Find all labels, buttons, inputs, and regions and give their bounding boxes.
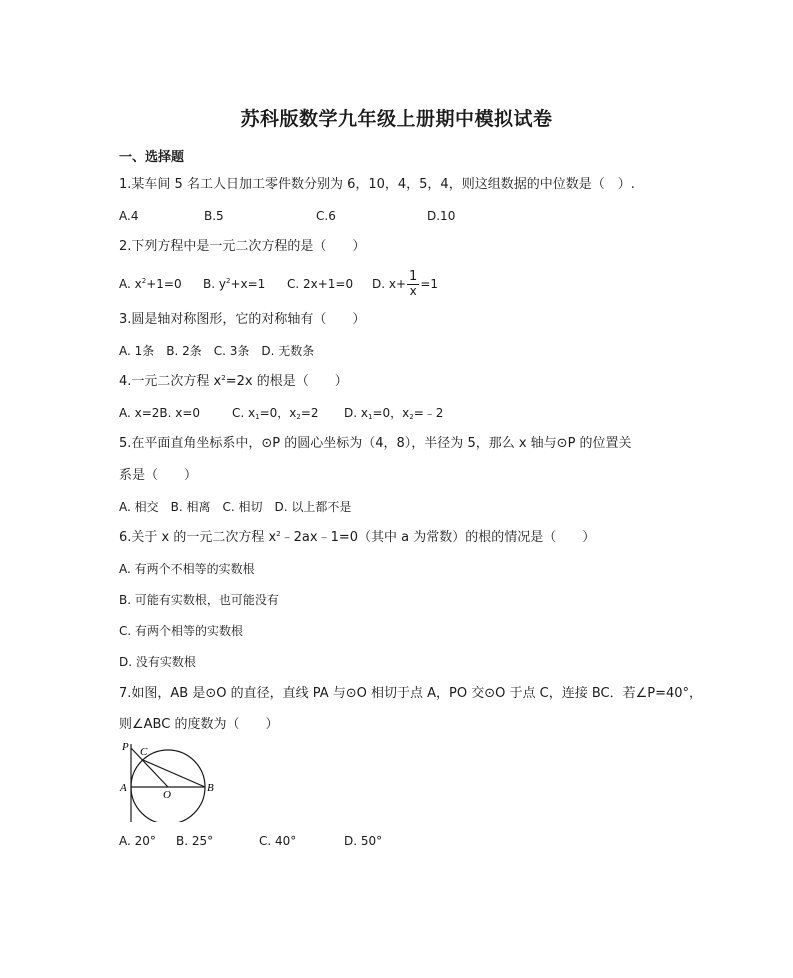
section-heading: 一、选择题	[119, 150, 185, 165]
question-4-stem: 4.一元二次方程 $x^2=2x$ 的根是（ ）	[119, 374, 348, 389]
question-6-option-d: D. 没有实数根	[119, 655, 196, 669]
question-7-stem-line-2: 则∠ABC 的度数为（ ）	[119, 717, 279, 732]
question-6-stem: 6.关于 x 的一元二次方程 $x^2﹣2ax﹣1=0$（其中 a 为常数）的根的情况是（ ）	[119, 530, 596, 545]
segment-cb	[143, 760, 205, 787]
question-4-option-d: D. $x_1=0$，$x_2=﹣2$	[344, 406, 444, 421]
question-2-option-c: C. 2x+1=0	[287, 277, 354, 291]
label-c: C	[140, 746, 148, 758]
circle-tangent-figure	[116, 740, 216, 822]
question-3-options: A. 1条 B. 2条 C. 3条 D. 无数条	[119, 344, 315, 358]
question-1-option-b: B.5	[204, 209, 224, 223]
question-7-stem-line-1: 7.如图，AB 是⊙O 的直径，直线 PA 与⊙O 相切于点 A，PO 交⊙O 于点 C，连接 BC．若∠P=40°，	[119, 686, 703, 701]
question-5-options: A. 相交 B. 相离 C. 相切 D. 以上都不是	[119, 500, 352, 514]
question-7-option-a: A. 20°	[119, 834, 156, 848]
label-o: O	[163, 789, 171, 801]
page-title: 苏科版数学九年级上册期中模拟试卷	[240, 108, 553, 130]
question-7-option-b: B. 25°	[176, 834, 214, 848]
question-3-stem: 3.圆是轴对称图形，它的对称轴有（ ）	[119, 312, 366, 327]
question-4-option-c: C. $x_1=0$，$x_2=2$	[232, 406, 319, 421]
label-a: A	[120, 782, 127, 794]
question-6-option-b: B. 可能有实数根，也可能没有	[119, 593, 279, 607]
question-2-option-a: A. $x^2+1=0$	[119, 277, 182, 291]
question-1-option-d: D.10	[427, 209, 456, 223]
label-p: P	[122, 741, 129, 753]
question-7-option-d: D. 50°	[344, 834, 383, 848]
question-2-stem: 2.下列方程中是一元二次方程的是（ ）	[119, 239, 366, 254]
question-1-stem: 1.某车间 5 名工人日加工零件数分别为 6，10，4，5，4，则这组数据的中位数是（ ）.	[119, 177, 635, 192]
question-4-option-ab: A. x=2B. x=0	[119, 406, 201, 420]
fraction-one-over-x: $\frac{1}{x}$	[409, 268, 418, 298]
question-6-option-a: A. 有两个不相等的实数根	[119, 562, 255, 576]
question-2-option-d: D. x+ $\frac{1}{x}$ =1	[372, 268, 439, 298]
question-5-stem-line-1: 5.在平面直角坐标系中，⊙P 的圆心坐标为（4，8），半径为 5，那么 x 轴与⊙P 的位置关	[119, 436, 632, 451]
question-1-option-c: C.6	[316, 209, 336, 223]
circle-o	[131, 750, 205, 822]
question-1-option-a: A.4	[119, 209, 139, 223]
question-5-stem-line-2: 系是（ ）	[119, 468, 198, 483]
question-2-option-b: B. $y^2+x=1$	[203, 277, 266, 291]
label-b: B	[207, 782, 214, 794]
question-6-option-c: C. 有两个相等的实数根	[119, 624, 244, 638]
question-7-option-c: C. 40°	[259, 834, 297, 848]
